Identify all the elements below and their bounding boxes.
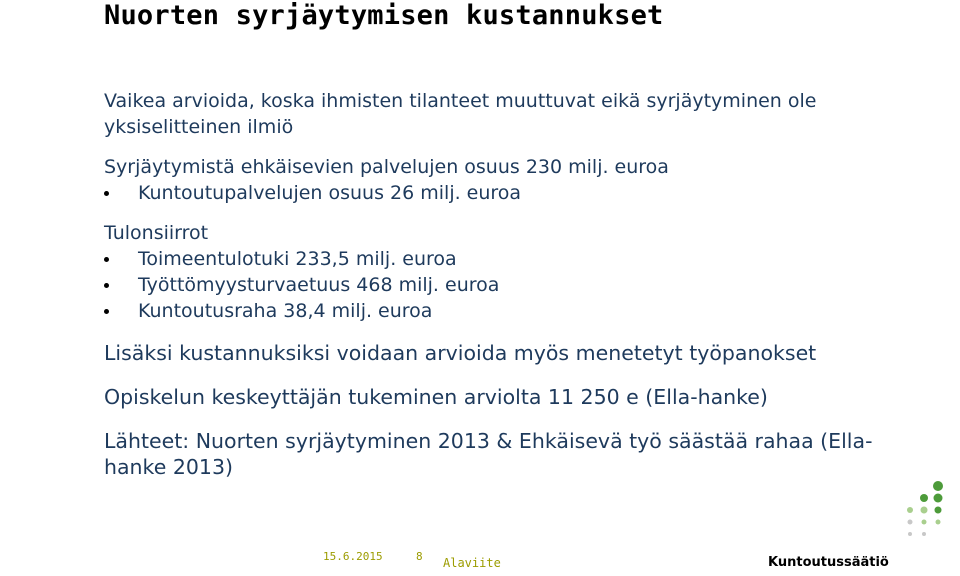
bullet-rehab-allowance: Kuntoutusraha 38,4 milj. euroa: [104, 298, 924, 324]
paragraph-income-transfers: Tulonsiirrot: [104, 222, 209, 244]
slide-title: Nuorten syrjäytymisen kustannukset: [104, 0, 664, 31]
spacer: [104, 324, 924, 340]
footer-date: 15.6.2015: [323, 550, 383, 563]
footer-brand: Kuntoutussäätiö: [768, 555, 889, 570]
footer-subtitle: Alaviite: [443, 556, 501, 570]
bullet-social-assistance: Toimeentulotuki 233,5 milj. euroa: [104, 246, 924, 272]
paragraph-dropout-support: Opiskelun keskeyttäjän tukeminen arviolta 11 250 e (Ella-hanke): [104, 385, 768, 409]
spacer: [104, 140, 924, 154]
paragraph-sources-line2: hanke 2013): [104, 455, 233, 479]
slide-content: [104, 88, 924, 480]
brand-dots-logo-icon: [900, 478, 950, 548]
paragraph-lost-work: Lisäksi kustannuksiksi voidaan arvioida myös menetetyt työpanokset: [104, 341, 817, 365]
footer-page-number: 8: [416, 550, 423, 563]
spacer: [104, 366, 924, 384]
paragraph-prevention-services: Syrjäytymistä ehkäisevien palvelujen osuus 230 milj. euroa: [104, 156, 669, 178]
bullet-unemployment-benefit: Työttömyysturvaetuus 468 milj. euroa: [104, 272, 924, 298]
bullet-rehab-services: Kuntoutupalvelujen osuus 26 milj. euroa: [104, 180, 924, 206]
paragraph-difficulty-line2: yksiselitteinen ilmiö: [104, 116, 294, 138]
spacer: [104, 206, 924, 220]
paragraph-difficulty-line1: Vaikea arvioida, koska ihmisten tilanteet muuttuvat eikä syrjäytyminen ole: [104, 90, 817, 112]
spacer: [104, 410, 924, 428]
paragraph-sources-line1: Lähteet: Nuorten syrjäytyminen 2013 & Ehkäisevä työ säästää rahaa (Ella-: [104, 429, 873, 453]
